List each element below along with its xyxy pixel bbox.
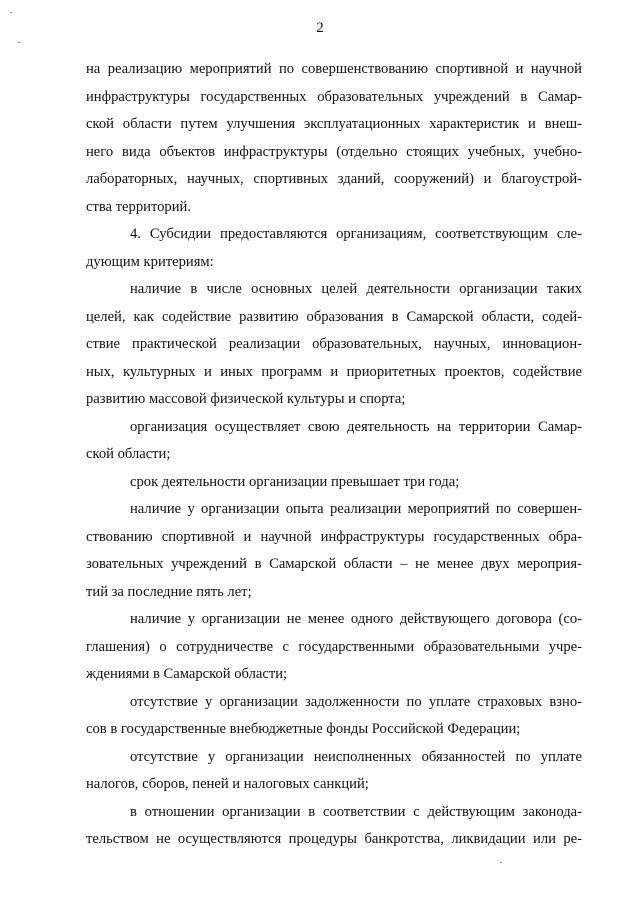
text-line: инфраструктуры государственных образовательных учреждений в Самар- <box>86 88 582 105</box>
text-line: него вида объектов инфраструктуры (отдельно стоящих учебных, учебно- <box>86 143 582 160</box>
text-line: в отношении организации в соответствии с действующим законода- <box>130 803 582 820</box>
text-line: целей, как содействие развитию образования в Самарской области, содей- <box>86 308 582 325</box>
text-line: на реализацию мероприятий по совершенствованию спортивной и научной <box>86 61 582 77</box>
text-line: ствованию спортивной и научной инфраструктуры государственных обра- <box>86 528 582 545</box>
text-line: сов в государственные внебюджетные фонды Российской Федерации; <box>86 721 521 737</box>
text-line: лабораторных, научных, спортивных зданий, сооружений) и благоустрой- <box>86 171 582 187</box>
text-line: дующим критериям: <box>86 253 214 270</box>
text-line: отсутствие у организации неисполненных обязанностей по уплате <box>130 748 582 765</box>
text-line: глашения) о сотрудничестве с государственными образовательными учре- <box>86 638 582 655</box>
text-line: тельством не осуществляются процедуры банкротства, ликвидации или ре- <box>86 831 582 847</box>
text-line: срок деятельности организации превышает три года; <box>130 473 460 490</box>
text-line: наличие в числе основных целей деятельности организации таких <box>130 281 582 297</box>
document-body <box>86 56 582 854</box>
text-line: развитию массовой физической культуры и спорта; <box>86 391 406 407</box>
page-number: 2 <box>316 20 324 36</box>
text-line: наличие у организации опыта реализации мероприятий по совершен- <box>130 501 582 517</box>
text-line: 4. Субсидии предоставляются организациям, соответствующим сле- <box>130 226 582 242</box>
text-line: зовательных учреждений в Самарской области – не менее двух мероприя- <box>86 556 582 572</box>
text-line: ской области; <box>86 446 171 462</box>
text-line: ства территорий. <box>86 198 191 215</box>
scan-speck <box>18 42 20 43</box>
text-line: организация осуществляет свою деятельность на территории Самар- <box>130 418 582 435</box>
text-line: отсутствие у организации задолженности по уплате страховых взно- <box>130 693 582 710</box>
text-line: налогов, сборов, пеней и налоговых санкций; <box>86 776 369 792</box>
text-line: ствие практической реализации образовательных, научных, инновацион- <box>86 336 582 352</box>
scan-speck <box>500 862 502 863</box>
text-line: ской области путем улучшения эксплуатационных характеристик и внеш- <box>86 116 582 132</box>
text-line: ных, культурных и иных программ и приоритетных проектов, содействие <box>86 363 582 380</box>
text-line: ждениями в Самарской области; <box>86 666 288 682</box>
text-line: наличие у организации не менее одного действующего договора (со- <box>130 611 582 627</box>
text-line: тий за последние пять лет; <box>86 583 252 600</box>
scan-speck <box>10 12 12 13</box>
